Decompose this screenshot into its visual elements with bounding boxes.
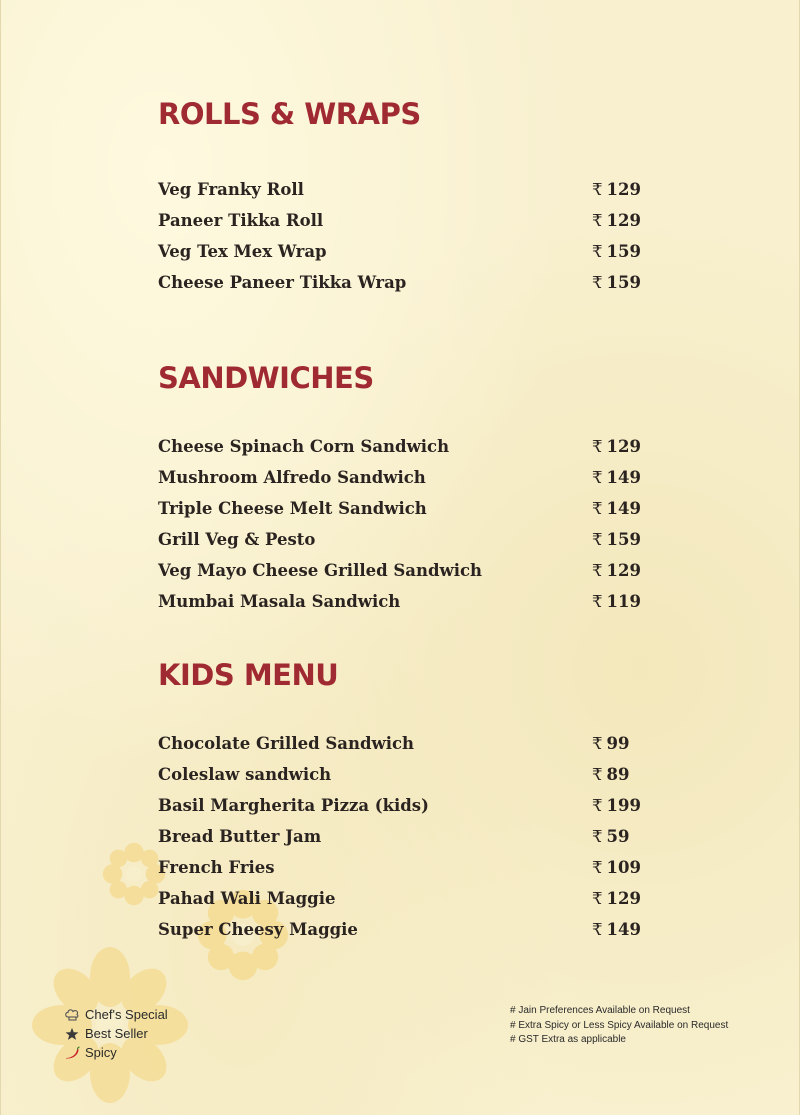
rupee-symbol: ₹	[592, 592, 603, 611]
footnotes	[510, 1004, 728, 1048]
chef-hat-icon	[64, 1008, 80, 1022]
item-name: Veg Franky Roll	[158, 180, 304, 199]
item-name: Basil Margherita Pizza (kids)	[158, 796, 429, 815]
item-name: Pahad Wali Maggie	[158, 889, 336, 908]
price-value: 149	[606, 468, 641, 487]
menu-item	[158, 759, 648, 790]
item-name: Chocolate Grilled Sandwich	[158, 734, 415, 753]
menu-item	[158, 852, 648, 883]
rupee-symbol: ₹	[592, 734, 603, 753]
menu-item	[158, 431, 648, 462]
item-name: Veg Mayo Cheese Grilled Sandwich	[158, 561, 483, 580]
rupee-symbol: ₹	[592, 920, 603, 939]
legend-item-spicy	[64, 1043, 168, 1062]
item-price	[592, 530, 641, 549]
item-name: Veg Tex Mex Wrap	[158, 242, 327, 261]
price-value: 119	[606, 592, 641, 611]
price-value: 149	[606, 499, 641, 518]
rupee-symbol: ₹	[592, 273, 603, 292]
menu-item	[158, 728, 648, 759]
item-name: French Fries	[158, 858, 275, 877]
item-name: Cheese Spinach Corn Sandwich	[158, 437, 450, 456]
menu-item	[158, 267, 648, 298]
menu-item	[158, 914, 648, 945]
item-price	[592, 273, 641, 292]
menu-item	[158, 555, 648, 586]
rupee-symbol: ₹	[592, 530, 603, 549]
star-icon	[64, 1027, 80, 1041]
item-price	[592, 561, 641, 580]
rupee-symbol: ₹	[592, 561, 603, 580]
chili-icon	[64, 1046, 80, 1060]
menu-item	[158, 524, 648, 555]
item-name: Coleslaw sandwich	[158, 765, 332, 784]
item-name: Mumbai Masala Sandwich	[158, 592, 401, 611]
rupee-symbol: ₹	[592, 889, 603, 908]
menu-item	[158, 174, 648, 205]
item-price	[592, 211, 641, 230]
rupee-symbol: ₹	[592, 468, 603, 487]
price-value: 129	[606, 561, 641, 580]
section-title-rolls-wraps: ROLLS & WRAPS	[158, 97, 421, 131]
rupee-symbol: ₹	[592, 180, 603, 199]
legend-item-best-seller	[64, 1024, 168, 1043]
note-spice: # Extra Spicy or Less Spicy Available on Request	[510, 1019, 729, 1031]
item-price	[592, 827, 629, 846]
item-price	[592, 180, 641, 199]
item-price	[592, 765, 629, 784]
item-name: Paneer Tikka Roll	[158, 211, 324, 230]
rupee-symbol: ₹	[592, 499, 603, 518]
price-value: 129	[606, 437, 641, 456]
note-jain: # Jain Preferences Available on Request	[510, 1005, 690, 1016]
price-value: 129	[606, 211, 641, 230]
price-value: 129	[606, 180, 641, 199]
item-name: Cheese Paneer Tikka Wrap	[158, 273, 407, 292]
item-price	[592, 437, 641, 456]
note-gst: # GST Extra as applicable	[510, 1034, 626, 1045]
menu-list-rolls-wraps	[158, 174, 648, 298]
legend-label: Chef's Special	[85, 1007, 168, 1022]
price-value: 89	[606, 765, 630, 784]
menu-item	[158, 790, 648, 821]
rupee-symbol: ₹	[592, 242, 603, 261]
legend-label: Spicy	[85, 1045, 117, 1060]
menu-item	[158, 462, 648, 493]
price-value: 159	[606, 273, 641, 292]
legend-item-chefs-special	[64, 1005, 168, 1024]
price-value: 159	[606, 530, 641, 549]
menu-item	[158, 205, 648, 236]
item-price	[592, 734, 629, 753]
price-value: 149	[606, 920, 641, 939]
menu-item	[158, 236, 648, 267]
rupee-symbol: ₹	[592, 765, 603, 784]
menu-item	[158, 883, 648, 914]
menu-list-kids-menu	[158, 728, 648, 945]
section-title-kids-menu: KIDS MENU	[158, 658, 339, 692]
item-price	[592, 468, 641, 487]
price-value: 199	[606, 796, 641, 815]
price-value: 59	[606, 827, 630, 846]
item-price	[592, 889, 641, 908]
rupee-symbol: ₹	[592, 827, 603, 846]
rupee-symbol: ₹	[592, 858, 603, 877]
item-price	[592, 242, 641, 261]
price-value: 109	[606, 858, 641, 877]
menu-item	[158, 493, 648, 524]
item-price	[592, 499, 641, 518]
menu-item	[158, 586, 648, 617]
menu-item	[158, 821, 648, 852]
legend-label: Best Seller	[85, 1026, 148, 1041]
item-name: Mushroom Alfredo Sandwich	[158, 468, 426, 487]
item-name: Grill Veg & Pesto	[158, 530, 316, 549]
rupee-symbol: ₹	[592, 437, 603, 456]
item-price	[592, 858, 641, 877]
menu-list-sandwiches	[158, 431, 648, 617]
rupee-symbol: ₹	[592, 796, 603, 815]
item-name: Bread Butter Jam	[158, 827, 322, 846]
section-title-sandwiches: SANDWICHES	[158, 361, 374, 395]
item-price	[592, 920, 641, 939]
rupee-symbol: ₹	[592, 211, 603, 230]
item-price	[592, 796, 641, 815]
price-value: 129	[606, 889, 641, 908]
item-price	[592, 592, 641, 611]
item-name: Triple Cheese Melt Sandwich	[158, 499, 427, 518]
legend	[64, 1005, 168, 1062]
price-value: 99	[606, 734, 630, 753]
item-name: Super Cheesy Maggie	[158, 920, 358, 939]
price-value: 159	[606, 242, 641, 261]
